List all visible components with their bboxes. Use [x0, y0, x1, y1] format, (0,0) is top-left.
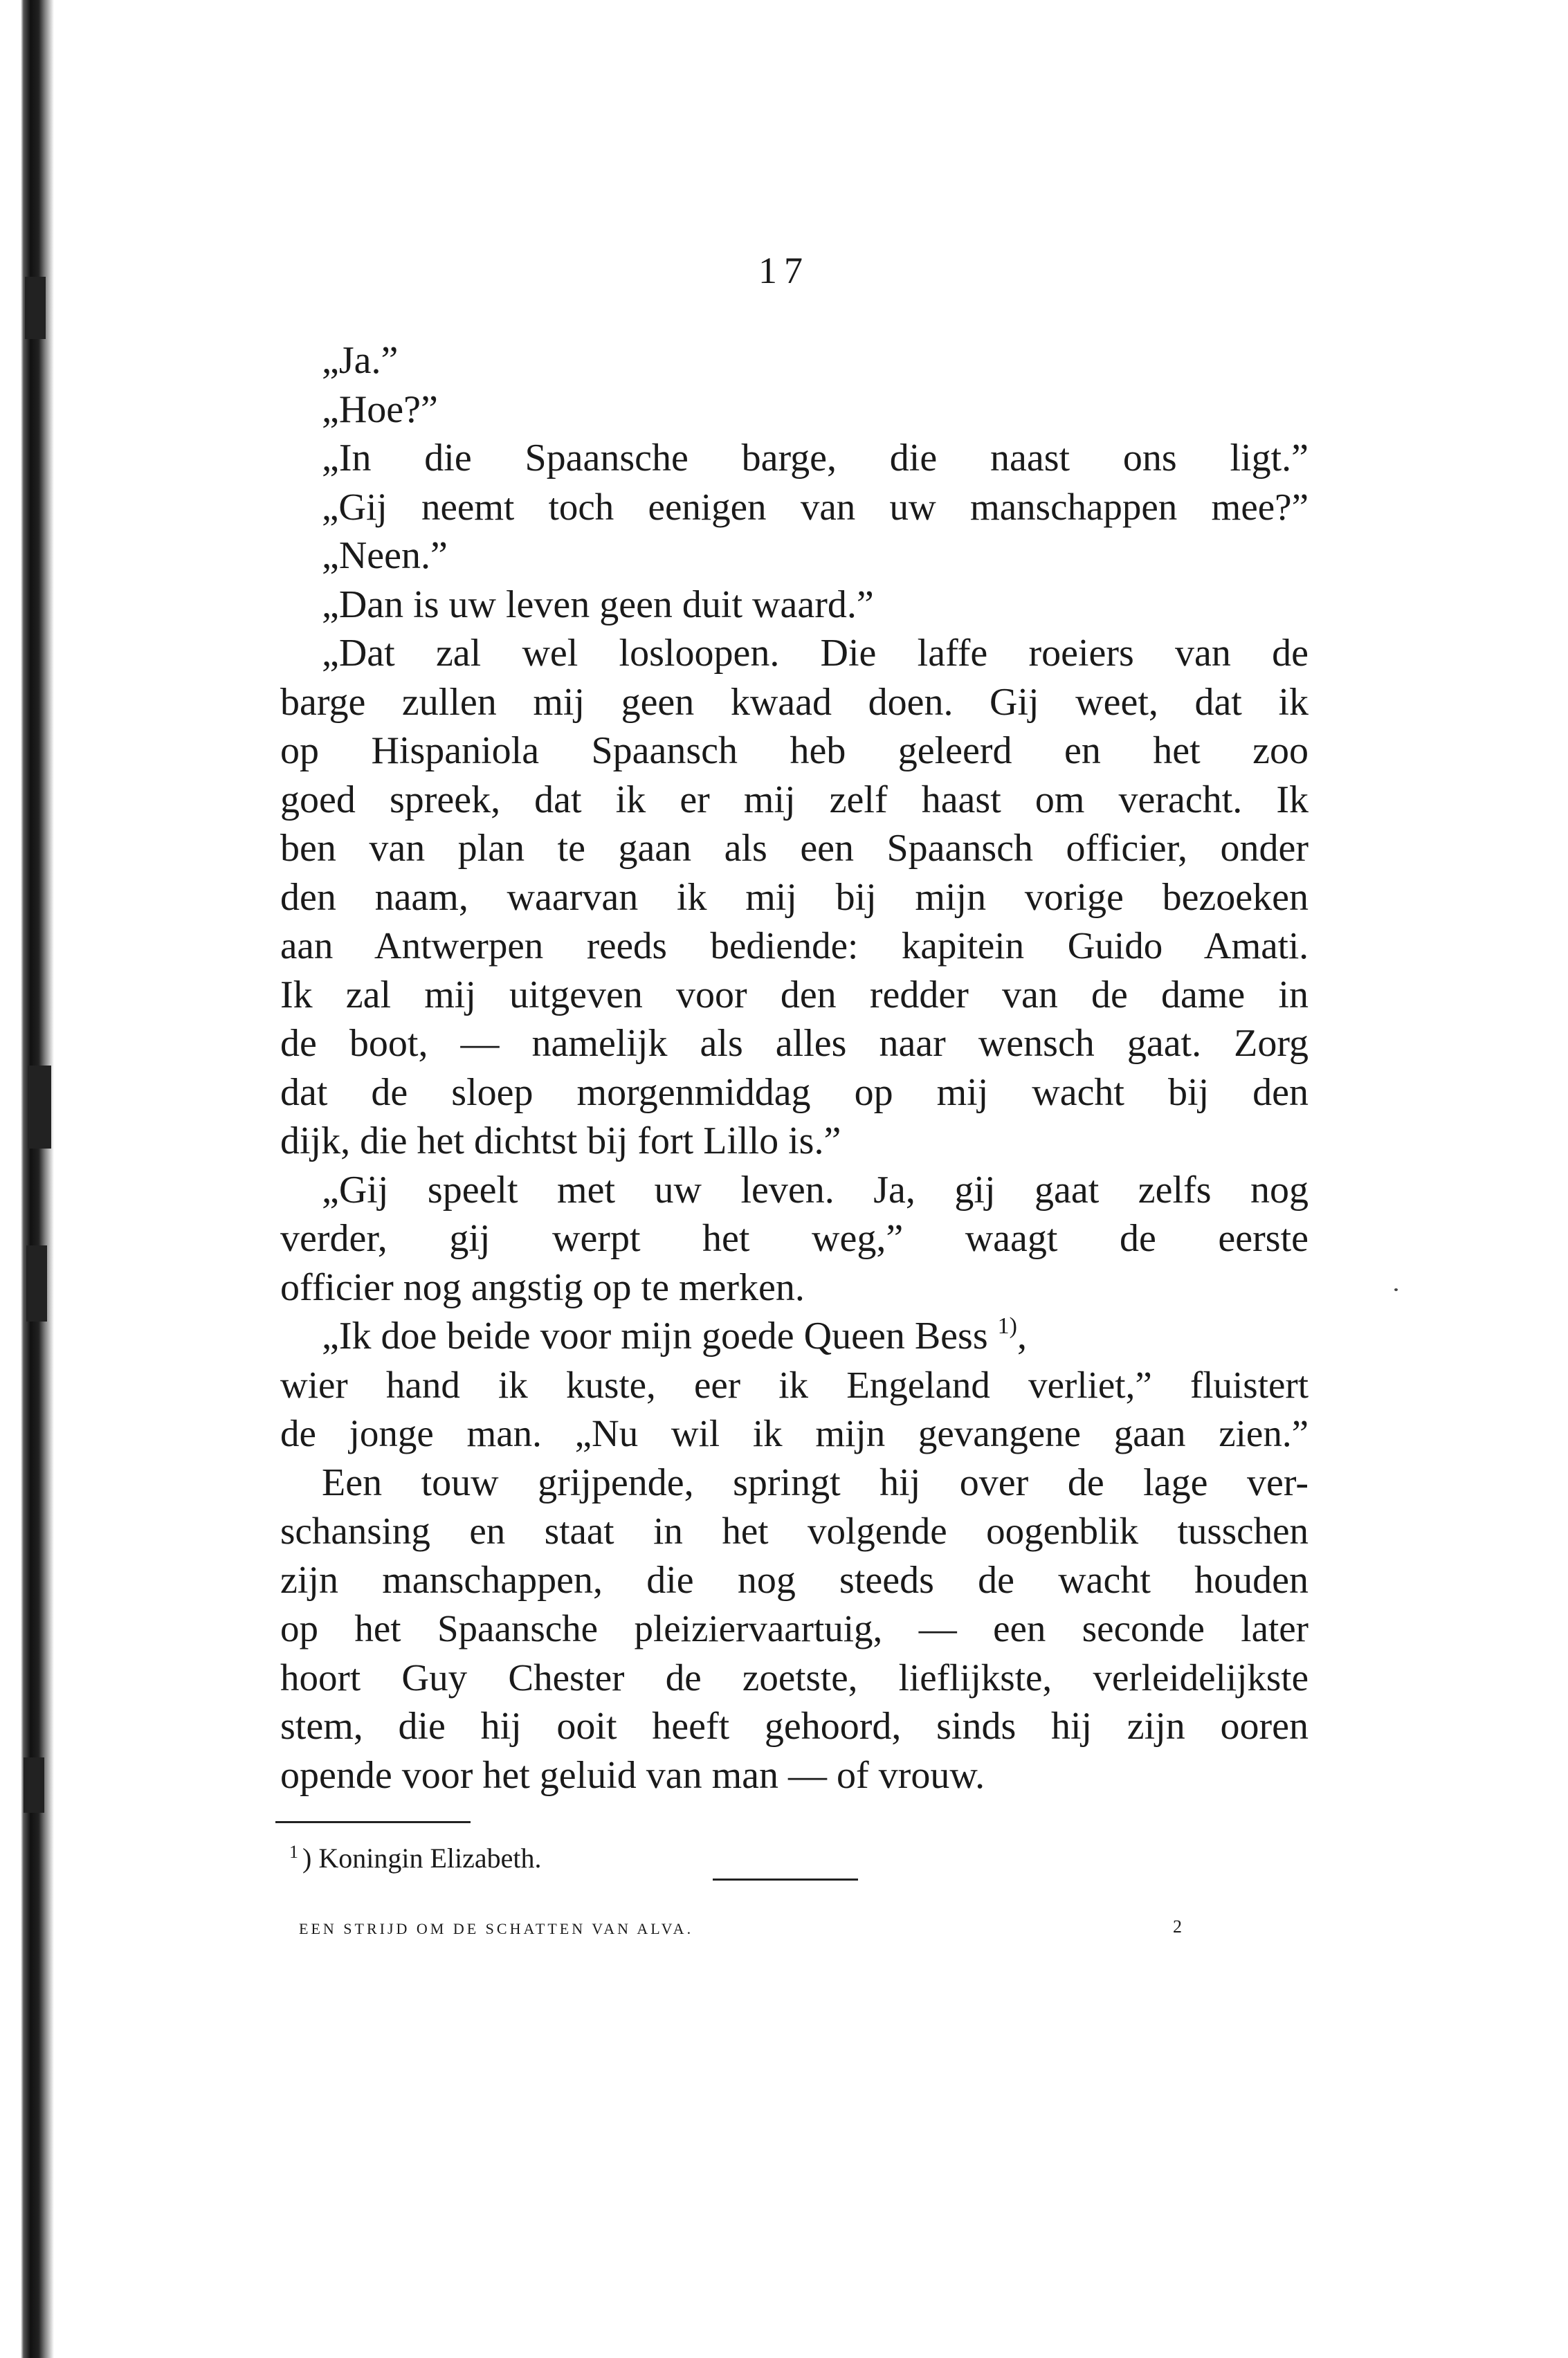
text-line: „Ja.”: [322, 339, 399, 382]
text-line: de jonge man. „Nu wil ik mijn gevangene gaan zien.”: [280, 1412, 1309, 1454]
stray-mark: [1394, 1288, 1398, 1291]
text-line: „Gij speelt met uw leven. Ja, gij gaat zelfs nog: [322, 1168, 1309, 1212]
text-line-with-footnote: [280, 1312, 1309, 1361]
binding-speck: [26, 1245, 47, 1322]
binding-speck: [24, 1757, 44, 1813]
signature-title: EEN STRIJD OM DE SCHATTEN VAN ALVA.: [299, 1920, 694, 1937]
footnote-divider: [275, 1821, 471, 1823]
text-line: op het Spaansche pleiziervaartuig, — een seconde later: [280, 1607, 1309, 1649]
text-line: „Neen.”: [322, 534, 448, 577]
body-text: [280, 336, 1309, 1800]
text-line: goed spreek, dat ik er mij zelf haast om veracht. Ik: [280, 778, 1309, 821]
text-line: verder, gij werpt het weg,” waagt de eerste: [280, 1217, 1309, 1260]
footnote-reference: 1): [997, 1313, 1017, 1339]
text-line: hoort Guy Chester de zoetste, lieflijkste, verleidelijkste: [280, 1656, 1309, 1699]
book-binding-edge: [0, 0, 62, 2358]
footnote-marker-close: ): [302, 1843, 312, 1874]
text-line: barge zullen mij geen kwaad doen. Gij weet, dat ik: [280, 680, 1309, 724]
binding-speck: [28, 1066, 51, 1149]
line-tail: ,: [1017, 1315, 1027, 1358]
text-line: ben van plan te gaan als een Spaansch officier, onder: [280, 827, 1309, 870]
text-line: dat de sloep morgenmiddag op mij wacht bij den: [280, 1070, 1309, 1114]
text-line: officier nog angstig op te merken.: [280, 1265, 805, 1309]
footnote-text: Koningin Elizabeth.: [318, 1843, 542, 1874]
text-line: schansing en staat in het volgende oogenblik tusschen: [280, 1510, 1309, 1552]
footnote: [289, 1842, 541, 1874]
text-line: „In die Spaansche barge, die naast ons ligt.”: [322, 437, 1309, 479]
text-line: Ik zal mij uitgeven voor den redder van de dame in: [280, 973, 1309, 1016]
signature-sheet-number: 2: [1173, 1917, 1182, 1937]
footnote-marker: 1: [289, 1842, 298, 1862]
signature-divider: [713, 1879, 858, 1881]
text-line: den naam, waarvan ik mij bij mijn vorige bezoeken: [280, 875, 1309, 919]
text-line: wier hand ik kuste, eer ik Engeland verliet,” fluistert: [280, 1363, 1309, 1406]
text-line: „Ik doe beide voor mijn goede Queen Bess: [322, 1315, 988, 1358]
text-line: Een touw grijpende, springt hij over de lage ver-: [322, 1461, 1309, 1504]
text-line: stem, die hij ooit heeft gehoord, sinds hij zijn ooren: [280, 1705, 1309, 1748]
page-number: 17: [758, 250, 810, 291]
text-line: aan Antwerpen reeds bediende: kapitein Guido Amati.: [280, 924, 1309, 967]
text-line: opende voor het geluid van man — of vrouw.: [280, 1753, 985, 1797]
text-line: „Gij neemt toch eenigen van uw manschappen mee?”: [322, 485, 1309, 528]
text-line: „Hoe?”: [322, 387, 438, 431]
text-line: zijn manschappen, die nog steeds de wacht houden: [280, 1558, 1309, 1602]
text-line: dijk, die het dichtst bij fort Lillo is.”: [280, 1119, 841, 1162]
text-line: „Dan is uw leven geen duit waard.”: [322, 583, 874, 626]
text-line: „Dat zal wel losloopen. Die laffe roeiers van de: [322, 632, 1309, 675]
text-line: de boot, — namelijk als alles naar wensch gaat. Zorg: [280, 1022, 1309, 1065]
text-line: op Hispaniola Spaansch heb geleerd en het zoo: [280, 729, 1309, 772]
